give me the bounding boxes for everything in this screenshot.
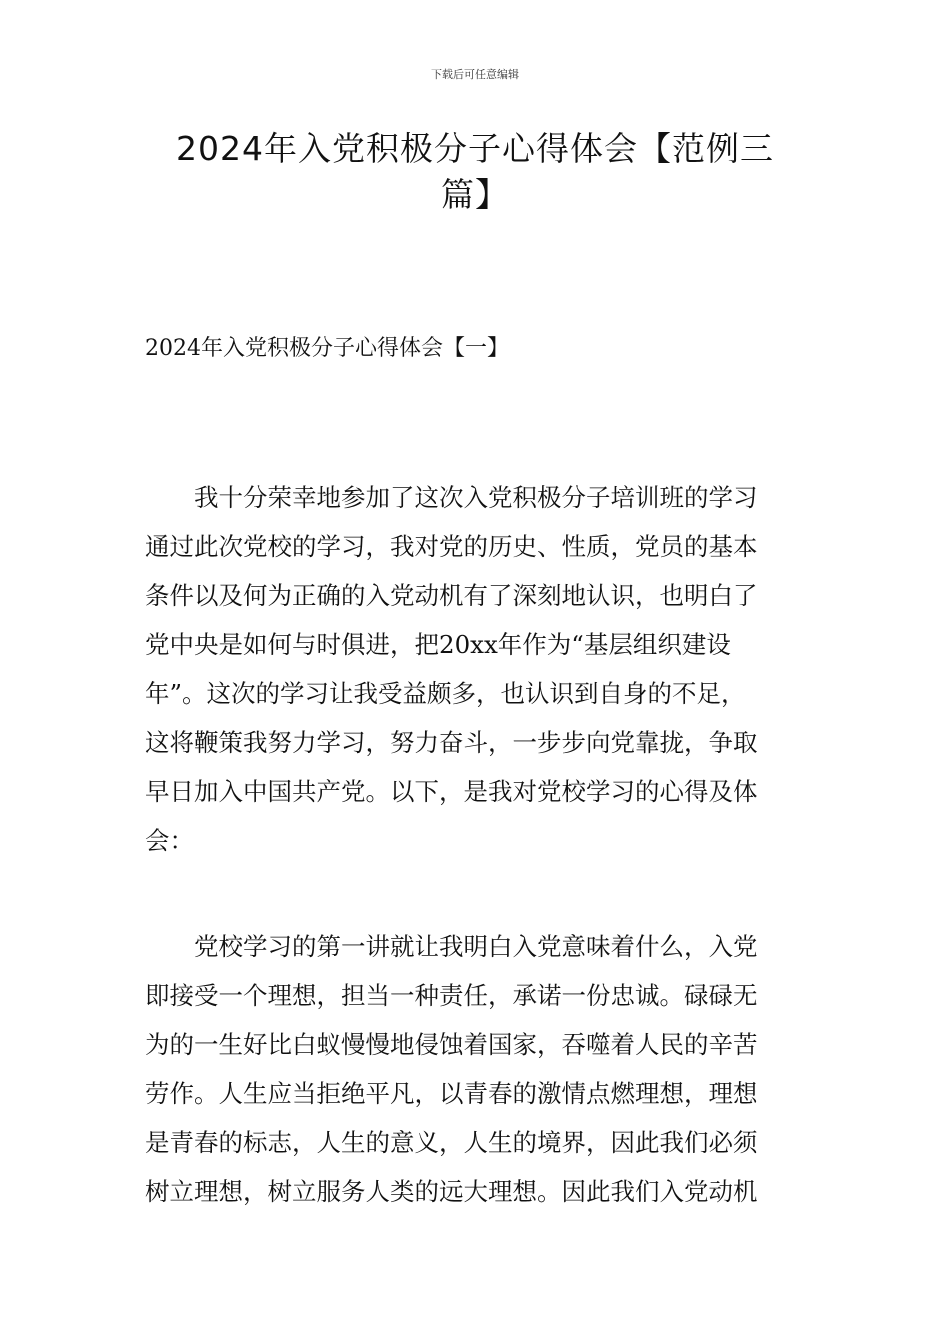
- title-line-2: 篇】: [441, 175, 509, 214]
- paragraph-line: 早日加入中国共产党。以下，是我对党校学习的心得及体: [145, 777, 758, 806]
- header-note: 下载后可任意编辑: [431, 68, 519, 81]
- paragraph-line: 即接受一个理想，担当一种责任，承诺一份忠诚。碌碌无: [145, 981, 758, 1010]
- paragraph-line: 年”。这次的学习让我受益颇多，也认识到自身的不足，: [145, 679, 746, 708]
- paragraph-line: 条件以及何为正确的入党动机有了深刻地认识，也明白了: [145, 581, 758, 610]
- paragraph-line: 通过此次党校的学习，我对党的历史、性质，党员的基本: [145, 532, 758, 561]
- title-line-1: 2024年入党积极分子心得体会【范例三: [176, 129, 774, 168]
- document-title: [140, 126, 810, 218]
- paragraph-line: 会：: [145, 826, 194, 855]
- section-heading: 2024年入党积极分子心得体会【一】: [145, 336, 509, 361]
- paragraph-line: 为的一生好比白蚁慢慢地侵蚀着国家，吞噬着人民的辛苦: [145, 1030, 758, 1059]
- paragraph-line: 党中央是如何与时俱进，把20xx年作为“基层组织建设: [145, 630, 731, 659]
- paragraph-line: 这将鞭策我努力学习，努力奋斗，一步步向党靠拢，争取: [145, 728, 758, 757]
- paragraph-1: [145, 473, 810, 865]
- paragraph-line: 我十分荣幸地参加了这次入党积极分子培训班的学习: [145, 483, 758, 512]
- paragraph-line: 党校学习的第一讲就让我明白入党意味着什么，入党: [145, 932, 758, 961]
- paragraph-line: 劳作。人生应当拒绝平凡，以青春的激情点燃理想，理想: [145, 1079, 758, 1108]
- paragraph-line: 树立理想，树立服务人类的远大理想。因此我们入党动机: [145, 1177, 758, 1206]
- paragraph-line: 是青春的标志，人生的意义，人生的境界，因此我们必须: [145, 1128, 758, 1157]
- paragraph-2: [145, 922, 810, 1216]
